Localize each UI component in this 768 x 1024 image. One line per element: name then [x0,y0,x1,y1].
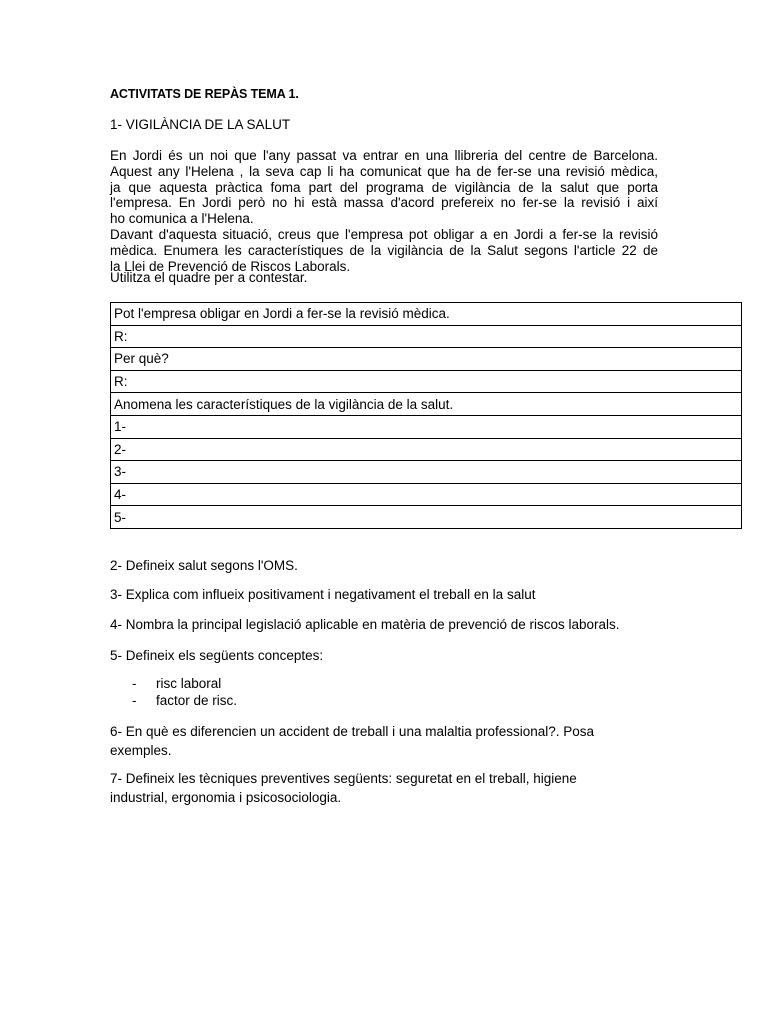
question-2: 2- Defineix salut segons l'OMS. [110,558,298,573]
table-row [111,461,742,484]
table-cell: 2- [111,438,742,461]
list-item [132,692,237,709]
table-cell: R: [111,370,742,393]
scenario-line: ho comunica a l'Helena. [110,211,254,227]
table-row [111,438,742,461]
question-6-line: exemples. [110,743,172,758]
scenario-line: En Jordi és un noi que l'any passat va entrar en una llibreria del centre de Barcelona. [110,148,658,163]
table-row [111,506,742,529]
table-cell: Anomena les característiques de la vigilància de la salut. [111,393,742,416]
table-cell: 3- [111,461,742,484]
table-cell: Per què? [111,348,742,371]
list-item [132,675,237,692]
table-cell: 1- [111,415,742,438]
question-6 [110,722,670,760]
table-cell: 5- [111,506,742,529]
table-row [111,393,742,416]
question-paragraph [110,227,658,274]
table-cell: Pot l'empresa obligar en Jordi a fer-se la revisió mèdica. [111,303,742,326]
scenario-line: l'empresa. En Jordi però no hi està massa d'acord prefereix no fer-se la revisió i així [110,195,658,211]
instruction-text: Utilitza el quadre per a contestar. [110,270,308,285]
table-row [111,303,742,326]
question-line: mèdica. Enumera les característiques de la vigilància de la Salut segons l'article 22 de [110,242,658,258]
list-item-text: risc laboral [156,676,222,691]
question-5-list [132,675,237,709]
answer-table [110,302,742,529]
table-cell: 4- [111,483,742,506]
question-6-line: 6- En què es diferencien un accident de treball i una malaltia professional?. Posa [110,724,595,739]
table-row [111,348,742,371]
question-5: 5- Defineix els següents conceptes: [110,648,324,663]
question-7-line: 7- Defineix les tècniques preventives següents: seguretat en el treball, higiene [110,771,577,786]
section-1-title: 1- VIGILÀNCIA DE LA SALUT [110,117,291,132]
question-7 [110,769,670,807]
question-3: 3- Explica com influeix positivament i negativament el treball en la salut [110,587,536,602]
list-dash: - [132,676,137,691]
scenario-line: Aquest any l'Helena , la seva cap li ha comunicat que ha de fer-se una revisió mèdica, [110,163,658,179]
question-7-line: industrial, ergonomia i psicosociologia. [110,790,342,805]
list-dash: - [132,693,137,708]
scenario-line: ja que aquesta pràctica foma part del programa de vigilància de la salut que porta [110,179,658,195]
question-4: 4- Nombra la principal legislació aplicable en matèria de prevenció de riscos laborals. [110,617,620,632]
question-line: la Llei de Prevenció de Riscos Laborals. [110,258,351,274]
list-item-text: factor de risc. [156,693,238,708]
table-cell: R: [111,325,742,348]
document-heading: ACTIVITATS DE REPÀS TEMA 1. [110,87,299,101]
table-row [111,415,742,438]
table-row [111,370,742,393]
scenario-paragraph [110,148,658,227]
table-row [111,483,742,506]
table-row [111,325,742,348]
question-line: Davant d'aquesta situació, creus que l'empresa pot obligar a en Jordi a fer-se la revisió [110,227,658,242]
